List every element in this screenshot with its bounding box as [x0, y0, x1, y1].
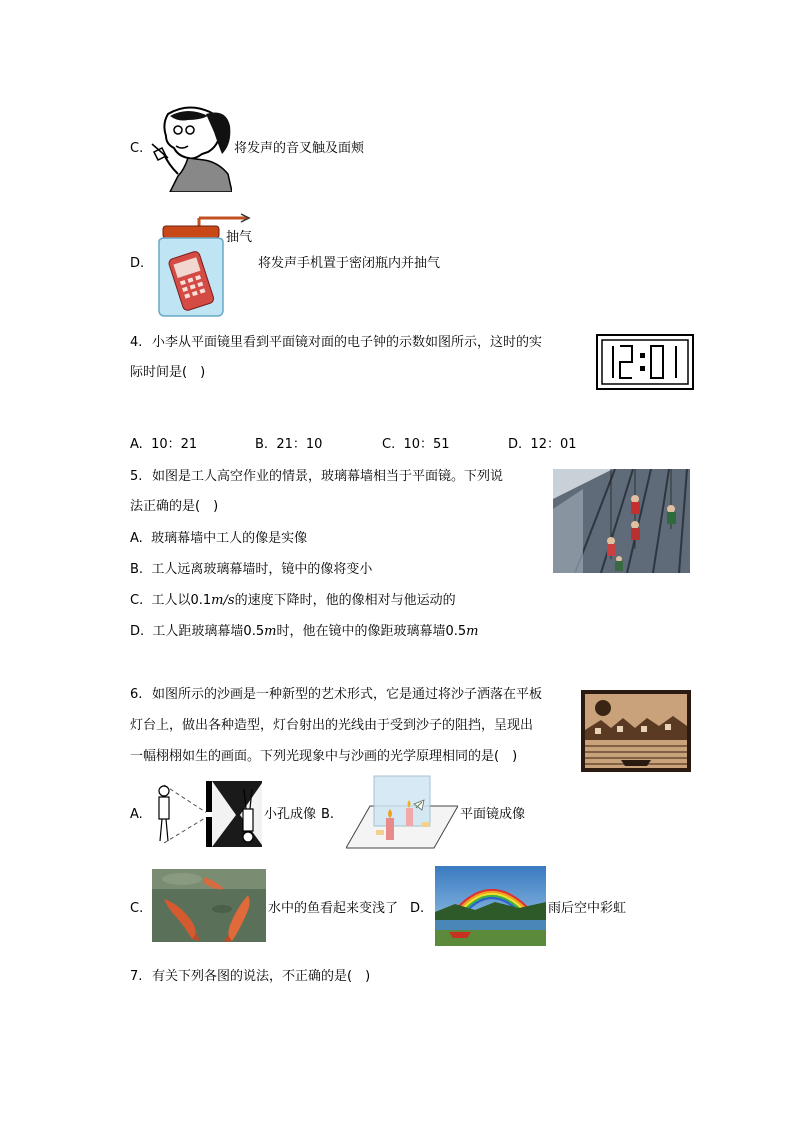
q7-stem-line1: 有关下列各图的说法，不正确的是( )	[152, 969, 371, 984]
sand-painting-photo	[581, 690, 691, 772]
q6-option-c-letter: C.	[130, 901, 144, 916]
digital-clock-image	[596, 334, 694, 390]
q5-stem-line1: 如图是工人高空作业的情景，玻璃幕墙相当于平面镜。下列说	[152, 469, 504, 484]
q4-number: 4.	[130, 335, 143, 350]
koi-fish-photo	[152, 869, 266, 942]
phone-in-jar-image	[153, 206, 257, 318]
girl-tuning-fork-image	[148, 104, 232, 192]
q6-stem-line3: 一幅栩栩如生的画面。下列光现象中与沙画的光学原理相同的是( )	[130, 749, 518, 764]
q4-option-b: B. 21：10	[255, 437, 323, 452]
q3-option-d-text: 将发声手机置于密闭瓶内并抽气	[258, 256, 441, 271]
q6-option-d-text: 雨后空中彩虹	[548, 901, 627, 916]
q3-option-d-letter: D.	[130, 256, 145, 271]
q6-option-c-text: 水中的鱼看起来变浅了	[268, 901, 399, 916]
q6-option-a-letter: A.	[130, 807, 143, 822]
q6-number: 6.	[130, 687, 143, 702]
q5-option-c: C. 工人以0.1m/s的速度下降时，他的像相对与他运动的	[130, 593, 456, 608]
q5-option-b: B. 工人远离玻璃幕墙时，镜中的像将变小	[130, 562, 373, 577]
q4-stem-line1: 小李从平面镜里看到平面镜对面的电子钟的示数如图所示，这时的实	[152, 335, 543, 350]
q5-option-a: A. 玻璃幕墙中工人的像是实像	[130, 531, 308, 546]
q6-option-a-text: 小孔成像	[264, 807, 317, 822]
q6-stem-line1: 如图所示的沙画是一种新型的艺术形式，它是通过将沙子洒落在平板	[152, 687, 543, 702]
q4-option-c: C. 10：51	[382, 437, 450, 452]
rainbow-landscape-photo	[435, 866, 546, 946]
q6-stem-line2: 灯台上，做出各种造型，灯台射出的光线由于受到沙子的阻挡，呈现出	[130, 718, 534, 733]
q7-number: 7.	[130, 969, 143, 984]
pinhole-camera-image	[150, 779, 262, 849]
window-cleaners-photo	[553, 469, 690, 573]
q5-option-d: D. 工人距玻璃幕墙0.5m时，他在镜中的像距玻璃幕墙0.5m	[130, 624, 479, 639]
q3-option-c-text: 将发声的音叉触及面颊	[234, 141, 365, 156]
q4-stem-line2: 际时间是( )	[130, 365, 206, 380]
plane-mirror-candle-image	[346, 774, 458, 850]
q4-option-d: D. 12：01	[508, 437, 577, 452]
q6-option-b-text: 平面镜成像	[460, 807, 526, 822]
q6-option-d-letter: D.	[410, 901, 425, 916]
q5-number: 5.	[130, 469, 143, 484]
q3-pump-label: 抽气	[226, 230, 253, 245]
q3-option-c-letter: C.	[130, 141, 144, 156]
q4-option-a: A. 10：21	[130, 437, 198, 452]
q5-stem-line2: 法正确的是( )	[130, 499, 219, 514]
q6-option-b-letter: B.	[321, 807, 335, 822]
